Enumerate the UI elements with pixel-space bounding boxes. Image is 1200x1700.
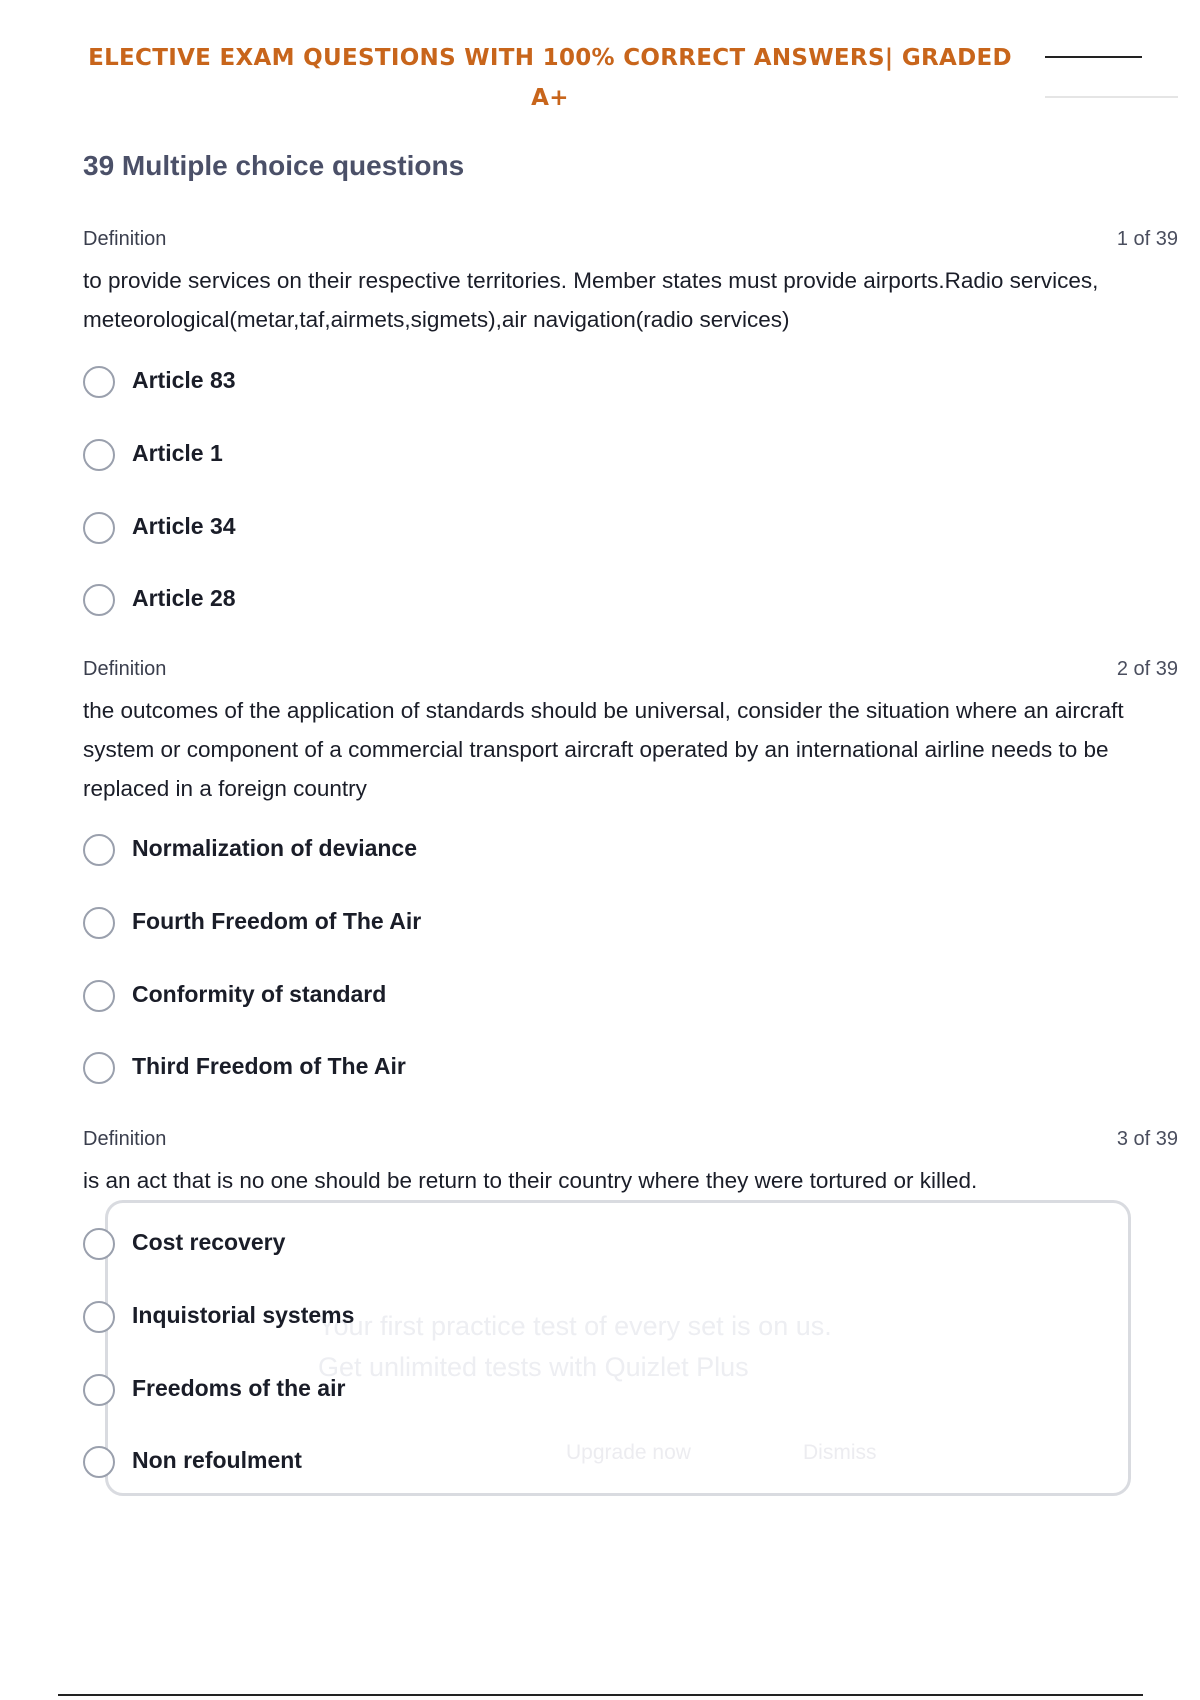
question-2-counter: 2 of 39	[1116, 658, 1178, 680]
option-label[interactable]: Article 83	[132, 367, 236, 393]
header-rule	[1045, 56, 1142, 58]
question-2-label: Definition	[83, 658, 167, 680]
radio-button[interactable]	[83, 439, 115, 471]
radio-button[interactable]	[83, 584, 115, 616]
radio-button[interactable]	[83, 1228, 115, 1260]
header-rule-faint	[1045, 96, 1178, 98]
question-3-text: is an act that is no one should be return to their country where they were tortured or killed.	[83, 1168, 978, 1193]
promo-submessage: Get unlimited tests with Quizlet Plus	[318, 1352, 749, 1382]
radio-button[interactable]	[83, 907, 115, 939]
option-label[interactable]: Third Freedom of The Air	[132, 1053, 406, 1079]
option-label[interactable]: Inquistorial systems	[132, 1302, 355, 1328]
question-2-meta	[83, 658, 1178, 688]
radio-button[interactable]	[83, 366, 115, 398]
option-label[interactable]: Freedoms of the air	[132, 1375, 346, 1401]
question-1-meta	[83, 228, 1178, 258]
option-label[interactable]: Conformity of standard	[132, 981, 387, 1007]
radio-button[interactable]	[83, 1446, 115, 1478]
question-1-label: Definition	[83, 228, 167, 250]
promo-message: Your first practice test of every set is on us.	[318, 1311, 832, 1341]
question-3-counter: 3 of 39	[1116, 1128, 1178, 1150]
option-label[interactable]: Article 28	[132, 585, 236, 611]
upgrade-now-button[interactable]: Upgrade now	[566, 1441, 691, 1464]
option-label[interactable]: Cost recovery	[132, 1229, 286, 1255]
document-header	[0, 38, 1100, 118]
radio-button[interactable]	[83, 1052, 115, 1084]
section-title: 39 Multiple choice questions	[83, 150, 465, 181]
radio-button[interactable]	[83, 1374, 115, 1406]
radio-button[interactable]	[83, 1301, 115, 1333]
question-3-label: Definition	[83, 1128, 167, 1150]
document-title-line2: A+	[531, 85, 569, 111]
radio-button[interactable]	[83, 834, 115, 866]
option-label[interactable]: Normalization of deviance	[132, 835, 418, 861]
question-1-text: to provide services on their respective territories. Member states must provide airports.Radio services, meteorological(metar,taf,airmets,sigmets),air navigation(radio services)	[83, 268, 1099, 332]
question-1-counter: 1 of 39	[1116, 228, 1178, 250]
document-title	[0, 38, 1100, 118]
option-label[interactable]: Article 34	[132, 513, 236, 539]
document-title-line1: ELECTIVE EXAM QUESTIONS WITH 100% CORRECT ANSWERS| GRADED	[88, 45, 1012, 71]
radio-button[interactable]	[83, 980, 115, 1012]
option-label[interactable]: Non refoulment	[132, 1447, 302, 1473]
option-label[interactable]: Article 1	[132, 440, 223, 466]
question-2-text: the outcomes of the application of standards should be universal, consider the situation where an aircraft system or component of a commercial transport aircraft operated by an international airline needs to be replaced in a foreign country	[83, 698, 1124, 801]
footer-rule	[58, 1694, 1143, 1696]
dismiss-button[interactable]: Dismiss	[803, 1441, 877, 1464]
radio-button[interactable]	[83, 512, 115, 544]
question-3-meta	[83, 1128, 1178, 1158]
option-label[interactable]: Fourth Freedom of The Air	[132, 908, 422, 934]
